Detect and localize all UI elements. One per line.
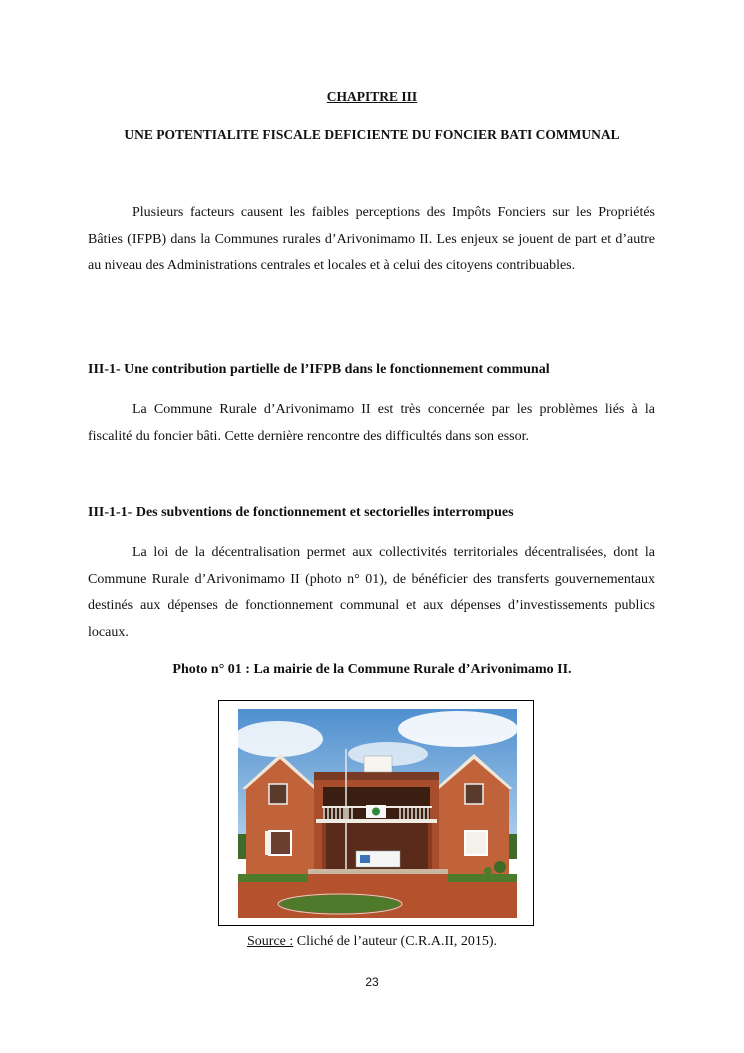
photo-source xyxy=(0,934,744,950)
source-label: Source : xyxy=(247,934,294,949)
chapter-title: UNE POTENTIALITE FISCALE DEFICIENTE DU FONCIER BATI COMMUNAL xyxy=(124,127,620,142)
section-paragraph-1: La Commune Rurale d’Arivonimamo II est très concernée par les problèmes liés à la fiscalité du foncier bâti. Cette dernière rencontre des difficultés dans son essor. xyxy=(88,402,655,444)
sign-board xyxy=(364,756,392,772)
section-heading-1-1: III-1-1- Des subventions de fonctionnement et sectorielles interrompues xyxy=(88,505,514,520)
intro-paragraph: Plusieurs facteurs causent les faibles perceptions des Impôts Fonciers sur les Propriétés Bâties (IFPB) dans la Communes rurales d’Arivonimamo II. Les enjeux se jouent de part et d’autre au niveau des Administrations centrales et locales et à celui des citoyens contribuables. xyxy=(88,205,655,273)
town-hall-photo xyxy=(238,709,517,918)
lawn xyxy=(280,895,400,913)
section-heading-1: III-1- Une contribution partielle de l’IFPB dans le fonctionnement communal xyxy=(88,362,550,377)
photo-frame xyxy=(218,700,534,926)
chapter-label: CHAPITRE III xyxy=(326,89,418,104)
source-text: Cliché de l’auteur (C.R.A.II, 2015). xyxy=(293,934,497,949)
photo-caption: Photo n° 01 : La mairie de la Commune Rurale d’Arivonimamo II. xyxy=(172,662,572,677)
page-number: 23 xyxy=(365,975,379,989)
section-paragraph-1-1: La loi de la décentralisation permet aux collectivités territoriales décentralisées, dont la Commune Rurale d’Arivonimamo II (photo n° 01), de bénéficier des transferts gouvernementaux destinés aux dépenses de fonctionnement communal et aux dépenses d’investissements publics locaux. xyxy=(88,545,655,640)
